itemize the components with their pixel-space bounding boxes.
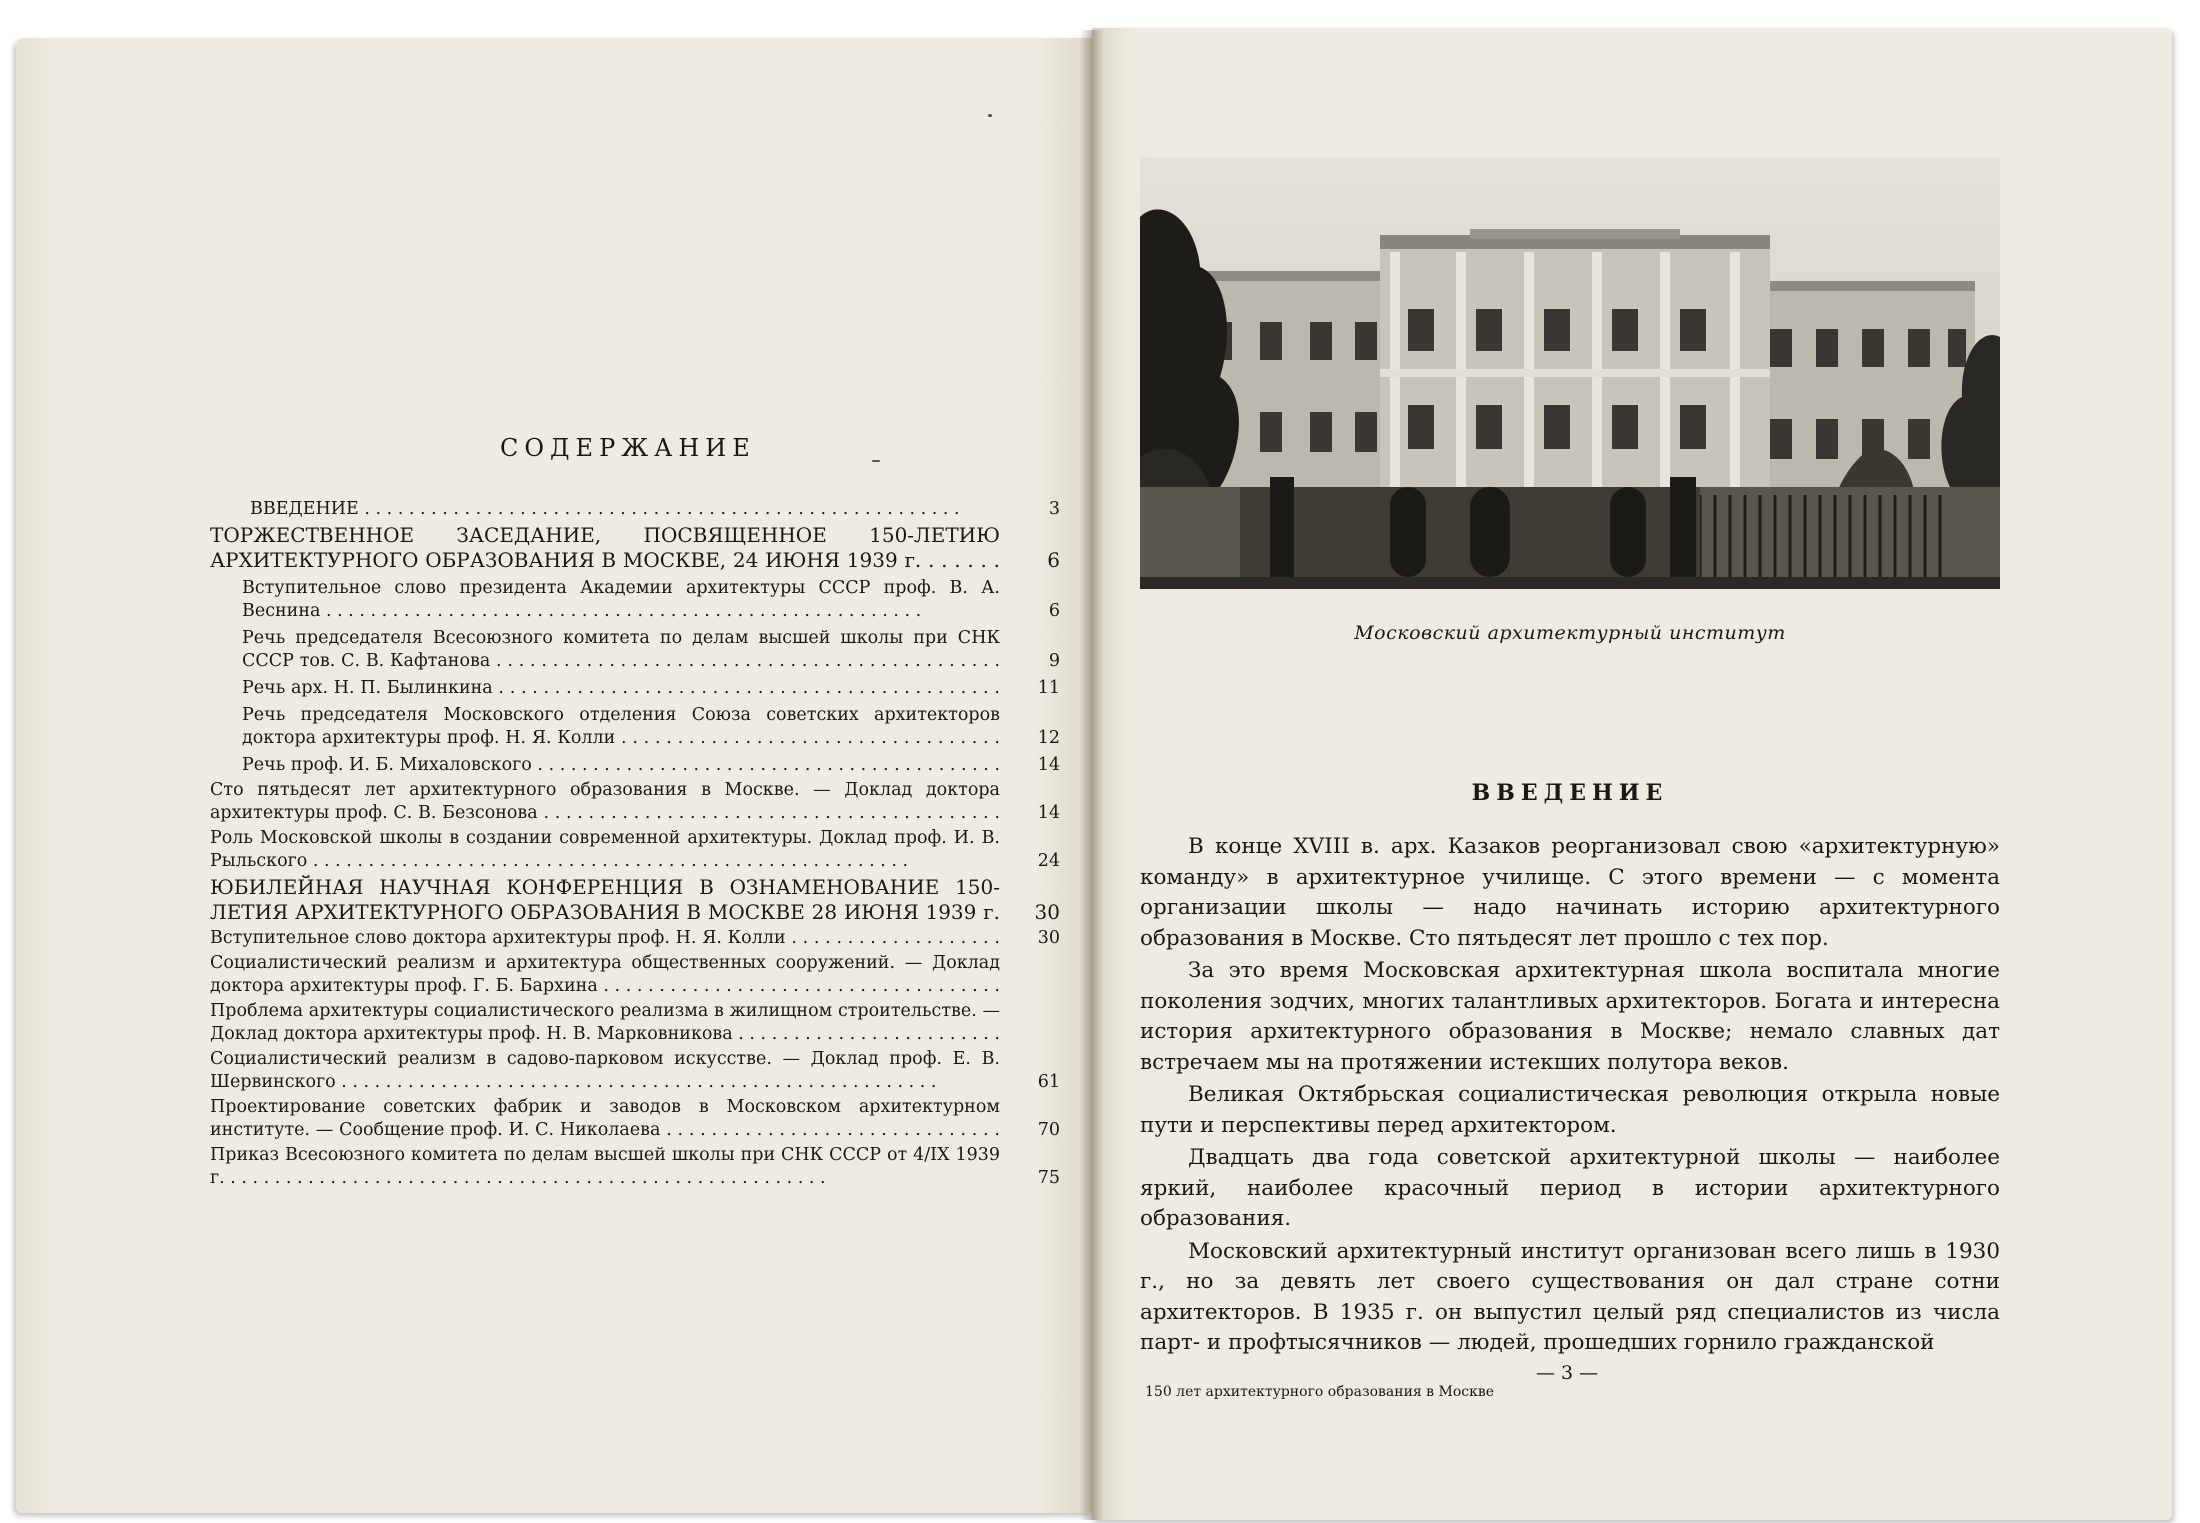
- contents-entry: [210, 927, 1060, 950]
- introduction-text: [1140, 832, 2000, 1361]
- contents-entry: [210, 1048, 1060, 1094]
- contents-list: [210, 498, 1060, 1192]
- contents-entry-text: Социалистический реализм в садово-парковом искусстве. — Доклад проф. Е. В. Шервинского . . .: [210, 1048, 1000, 1094]
- contents-entry: [210, 1144, 1060, 1190]
- contents-entry-text: Вступительное слово доктора архитектуры проф. Н. Я. Колли . . .: [210, 927, 1000, 950]
- contents-entry: [210, 577, 1060, 623]
- contents-entry: [210, 754, 1060, 777]
- paragraph: Московский архитектурный институт организован всего лишь в 1930 г., но за девять лет своего существования он дал стране сотни архитекторов. В 1935 г. он выпустил целый ряд специалистов из числа парт- и профтысячников — людей, прошедших горнило гражданской: [1140, 1238, 2000, 1355]
- contents-entry-page: 14: [1037, 755, 1060, 775]
- contents-entry-page: 30: [1034, 900, 1060, 924]
- contents-entry: [210, 1096, 1060, 1142]
- contents-entry-page: 12: [1037, 728, 1060, 748]
- contents-entry-text: Социалистический реализм и архитектура общественных сооружений. — Доклад доктора архитектуры проф. Г. Б. Бархина . . .: [210, 952, 1000, 998]
- contents-entry-text: Речь арх. Н. П. Былинкина . . .: [242, 677, 1000, 700]
- contents-entry-text: Проектирование советских фабрик и заводов в Московском архитектурном институте. — Сообщение проф. И. С. Николаева . . .: [210, 1096, 1000, 1142]
- paper-speck: [988, 114, 992, 117]
- paragraph: Великая Октябрьская социалистическая революция открыла новые пути и перспективы перед архитектором.: [1140, 1082, 2000, 1138]
- contents-entry: [210, 704, 1060, 750]
- contents-entry-page: 6: [1048, 601, 1060, 621]
- contents-entry-page: 14: [1037, 803, 1060, 823]
- contents-entry-page: 61: [1037, 1072, 1060, 1092]
- paper-speck: [872, 460, 880, 462]
- contents-entry-text: Сто пятьдесят лет архитектурного образования в Москве. — Доклад доктора архитектуры проф. С. В. Безсонова . . .: [210, 779, 1000, 825]
- contents-entry: [210, 677, 1060, 700]
- contents-title: СОДЕРЖАНИЕ: [500, 434, 756, 462]
- institute-photo: [1140, 157, 2000, 589]
- contents-entry: [210, 1000, 1060, 1046]
- contents-entry-page: 75: [1037, 1168, 1060, 1188]
- paragraph: В конце XVIII в. арх. Казаков реорганизовал свою «архитектурную» команду» в архитектурное училище. С этого времени — с момента организации школы — надо начинать историю архитектурного образования в Москве. Сто пятьдесят лет прошло с тех пор.: [1140, 834, 2000, 951]
- running-footer: 150 лет архитектурного образования в Москве: [1145, 1384, 1495, 1400]
- contents-entry-page: 3: [1048, 499, 1060, 519]
- contents-entry-text: ЮБИЛЕЙНАЯ НАУЧНАЯ КОНФЕРЕНЦИЯ В ОЗНАМЕНОВАНИЕ 150-ЛЕТИЯ АРХИТЕКТУРНОГО ОБРАЗОВАНИЯ В МОСКВЕ 28 ИЮНЯ 1939 г. . . .: [210, 875, 1000, 925]
- page-number: — 3 —: [1536, 1362, 1599, 1384]
- book-spine: [1080, 30, 1104, 1520]
- contents-entry-text: Речь председателя Московского отделения Союза советских архитекторов доктора архитектуры проф. Н. Я. Колли . . .: [242, 704, 1000, 750]
- contents-entry-text: ТОРЖЕСТВЕННОЕ ЗАСЕДАНИЕ, ПОСВЯЩЕННОЕ 150-ЛЕТИЮ АРХИТЕКТУРНОГО ОБРАЗОВАНИЯ В МОСКВЕ, 24 ИЮНЯ 1939 г. . . .: [210, 523, 1000, 573]
- contents-entry-text: ВВЕДЕНИЕ . . .: [250, 498, 1000, 521]
- contents-entry: [210, 827, 1060, 873]
- contents-entry-text: Роль Московской школы в создании современной архитектуры. Доклад проф. И. В. Рыльского . . .: [210, 827, 1000, 873]
- contents-entry: [210, 875, 1060, 925]
- contents-entry-text: Приказ Всесоюзного комитета по делам высшей школы при СНК СССР от 4/IX 1939 г. . . .: [210, 1144, 1000, 1190]
- contents-entry-page: 11: [1037, 678, 1060, 698]
- contents-entry-text: Проблема архитектуры социалистического реализма в жилищном строительстве. — Доклад доктора архитектуры проф. Н. В. Марковникова . . .: [210, 1000, 1000, 1046]
- contents-entry-page: 24: [1037, 851, 1060, 871]
- contents-entry-text: Речь председателя Всесоюзного комитета по делам высшей школы при СНК СССР тов. С. В. Кафтанова . . .: [242, 627, 1000, 673]
- paragraph: Двадцать два года советской архитектурной школы — наиболее яркий, наиболее красочный период в истории архитектурного образования.: [1140, 1145, 2000, 1231]
- contents-entry-text: Речь проф. И. Б. Михаловского . . .: [242, 754, 1000, 777]
- contents-entry: [210, 523, 1060, 573]
- contents-entry: [210, 498, 1060, 521]
- contents-entry-page: 70: [1037, 1120, 1060, 1140]
- contents-entry: [210, 779, 1060, 825]
- contents-entry-page: 30: [1037, 928, 1060, 948]
- contents-entry: [210, 952, 1060, 998]
- photo-caption: Московский архитектурный институт: [1354, 622, 1786, 644]
- contents-entry: [210, 627, 1060, 673]
- paragraph: За это время Московская архитектурная школа воспитала многие поколения зодчих, многих талантливых архитекторов. Богата и интересна история архитектурного образования в Москве; немало славных дат встречаем мы на протяжении истекших полутора веков.: [1140, 958, 2000, 1075]
- contents-entry-page: 6: [1047, 548, 1060, 572]
- introduction-heading: ВВЕДЕНИЕ: [1471, 780, 1669, 806]
- contents-entry-page: 9: [1048, 651, 1060, 671]
- contents-entry-text: Вступительное слово президента Академии архитектуры СССР проф. В. А. Веснина . . .: [242, 577, 1000, 623]
